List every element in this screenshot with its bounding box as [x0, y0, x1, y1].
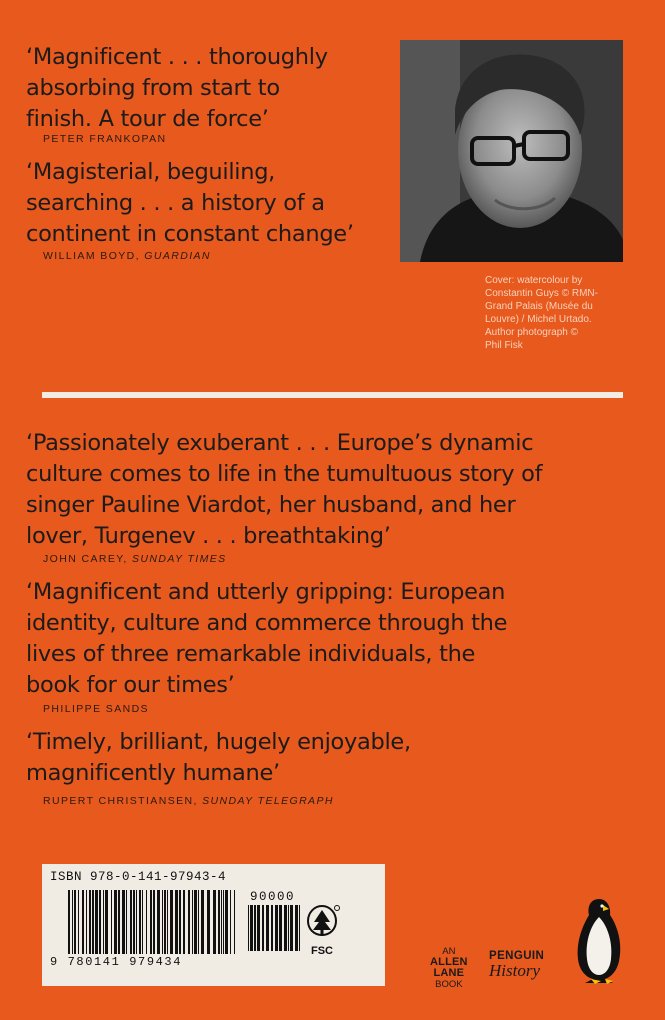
- quote-3-publication: SUNDAY TIMES: [131, 553, 227, 565]
- barcode-bar: [223, 890, 224, 954]
- barcode-bar: [271, 905, 273, 951]
- barcode-bar: [139, 890, 141, 954]
- barcode-bar: [130, 890, 132, 954]
- barcode-bar: [194, 890, 197, 954]
- barcode-bar: [275, 905, 278, 951]
- imprint-series: History: [489, 961, 540, 980]
- barcode-bar: [250, 905, 253, 951]
- barcode-bar: [295, 905, 298, 951]
- barcode-bar: [72, 890, 73, 954]
- barcode-bar: [221, 890, 222, 954]
- barcode-bar: [192, 890, 193, 954]
- barcode-bar: [103, 890, 104, 954]
- quote-4-attribution: [43, 703, 149, 715]
- author-portrait-illustration: [400, 40, 623, 262]
- quote-5-author: RUPERT CHRISTIANSEN,: [43, 795, 198, 807]
- barcode-bar: [279, 905, 282, 951]
- barcode-bar: [78, 890, 79, 954]
- divider-rule: [42, 392, 623, 398]
- barcode-bar: [225, 890, 228, 954]
- cover-credit: Cover: watercolour by Constantin Guys © RMN- Grand Palais (Musée du Louvre) / Michel Urtado. Author photograph © Phil Fisk: [485, 275, 598, 351]
- publisher-line-4: BOOK: [435, 979, 463, 990]
- penguin-history-imprint: [489, 950, 544, 980]
- quote-3-author: JOHN CAREY,: [43, 553, 128, 565]
- barcode-bar: [288, 905, 289, 951]
- imprint-name: PENGUIN: [489, 950, 545, 962]
- barcode-bar: [99, 890, 101, 954]
- barcode-digits: 9 780141 979434: [50, 955, 183, 969]
- barcode-bar: [82, 890, 84, 954]
- barcode-bar: [266, 905, 269, 951]
- barcode-bar: [164, 890, 166, 954]
- fsc-tree-icon: [304, 904, 340, 942]
- barcode-bar: [162, 890, 163, 954]
- barcode-panel: [42, 864, 385, 986]
- penguin-logo-icon: [573, 895, 625, 985]
- author-photo: [400, 40, 623, 262]
- quote-2-text: ‘Magisterial, beguiling, searching . . . a history of a continent in constant change’: [26, 159, 354, 247]
- barcode-bar: [218, 890, 220, 954]
- quote-3-text: ‘Passionately exuberant . . . Europe’s dynamic culture comes to life in the tumultuous story of singer Pauline Viardot, her husband, and her lover, Turgenev . . . breathtaking’: [26, 430, 543, 549]
- barcode-bar: [299, 905, 300, 951]
- barcode-addon-number: 90000: [250, 890, 296, 904]
- barcode-bar: [133, 890, 135, 954]
- barcode-bar: [105, 890, 108, 954]
- barcode-bar: [284, 905, 287, 951]
- barcode-bar: [290, 905, 293, 951]
- quote-4-author: PHILIPPE SANDS: [43, 703, 149, 715]
- quote-5-publication: SUNDAY TELEGRAPH: [202, 795, 334, 807]
- fsc-label: FSC: [311, 945, 333, 957]
- barcode-bar: [111, 890, 112, 954]
- quote-2-publication: GUARDIAN: [144, 250, 211, 262]
- quote-5-text: ‘Timely, brilliant, hugely enjoyable, magnificently humane’: [26, 729, 411, 786]
- barcode-bar: [179, 890, 181, 954]
- barcode-bar: [207, 890, 210, 954]
- ean-barcode: [68, 890, 238, 954]
- barcode-bar: [114, 890, 117, 954]
- barcode-bar: [167, 890, 168, 954]
- barcode-bar: [183, 890, 185, 954]
- barcode-bar: [74, 890, 76, 954]
- publisher-line-3: LANE: [433, 967, 465, 979]
- isbn-label: ISBN 978-0-141-97943-4: [50, 870, 227, 884]
- barcode-bar: [146, 890, 147, 954]
- barcode-bar: [95, 890, 98, 954]
- publisher-line-1: AN: [442, 946, 456, 957]
- fsc-logo: [304, 904, 340, 956]
- barcode-bar: [213, 890, 216, 954]
- addon-barcode: [248, 905, 302, 951]
- barcode-bar: [92, 890, 94, 954]
- barcode-bar: [89, 890, 91, 954]
- barcode-bar: [126, 890, 127, 954]
- barcode-bar: [136, 890, 137, 954]
- barcode-bar: [157, 890, 160, 954]
- quote-5-attribution: [43, 795, 334, 807]
- barcode-bar: [150, 890, 152, 954]
- quote-2-author: WILLIAM BOYD,: [43, 250, 140, 262]
- quote-1-text: ‘Magnificent . . . thoroughly absorbing from start to finish. A tour de force’: [26, 44, 328, 132]
- quote-3-attribution: [43, 553, 227, 565]
- barcode-bar: [122, 890, 125, 954]
- barcode-bar: [257, 905, 260, 951]
- barcode-bar: [248, 905, 249, 951]
- barcode-bar: [262, 905, 264, 951]
- barcode-bar: [234, 890, 235, 954]
- barcode-bar: [198, 890, 199, 954]
- barcode-bar: [142, 890, 143, 954]
- barcode-bar: [201, 890, 204, 954]
- barcode-bar: [254, 905, 256, 951]
- barcode-bar: [230, 890, 231, 954]
- barcode-bar: [118, 890, 120, 954]
- quote-1-attribution: [43, 133, 167, 145]
- allen-lane-logo: [430, 946, 468, 990]
- publisher-line-2: ALLEN: [430, 956, 468, 968]
- barcode-bar: [170, 890, 173, 954]
- barcode-bar: [153, 890, 155, 954]
- barcode-bar: [175, 890, 178, 954]
- barcode-bar: [68, 890, 70, 954]
- barcode-bar: [188, 890, 190, 954]
- quote-1-author: PETER FRANKOPAN: [43, 133, 167, 145]
- quote-2-attribution: [43, 250, 211, 262]
- quote-4-text: ‘Magnificent and utterly gripping: European identity, culture and commerce through the lives of three remarkable individuals, the book for our times’: [26, 579, 508, 698]
- barcode-bar: [86, 890, 87, 954]
